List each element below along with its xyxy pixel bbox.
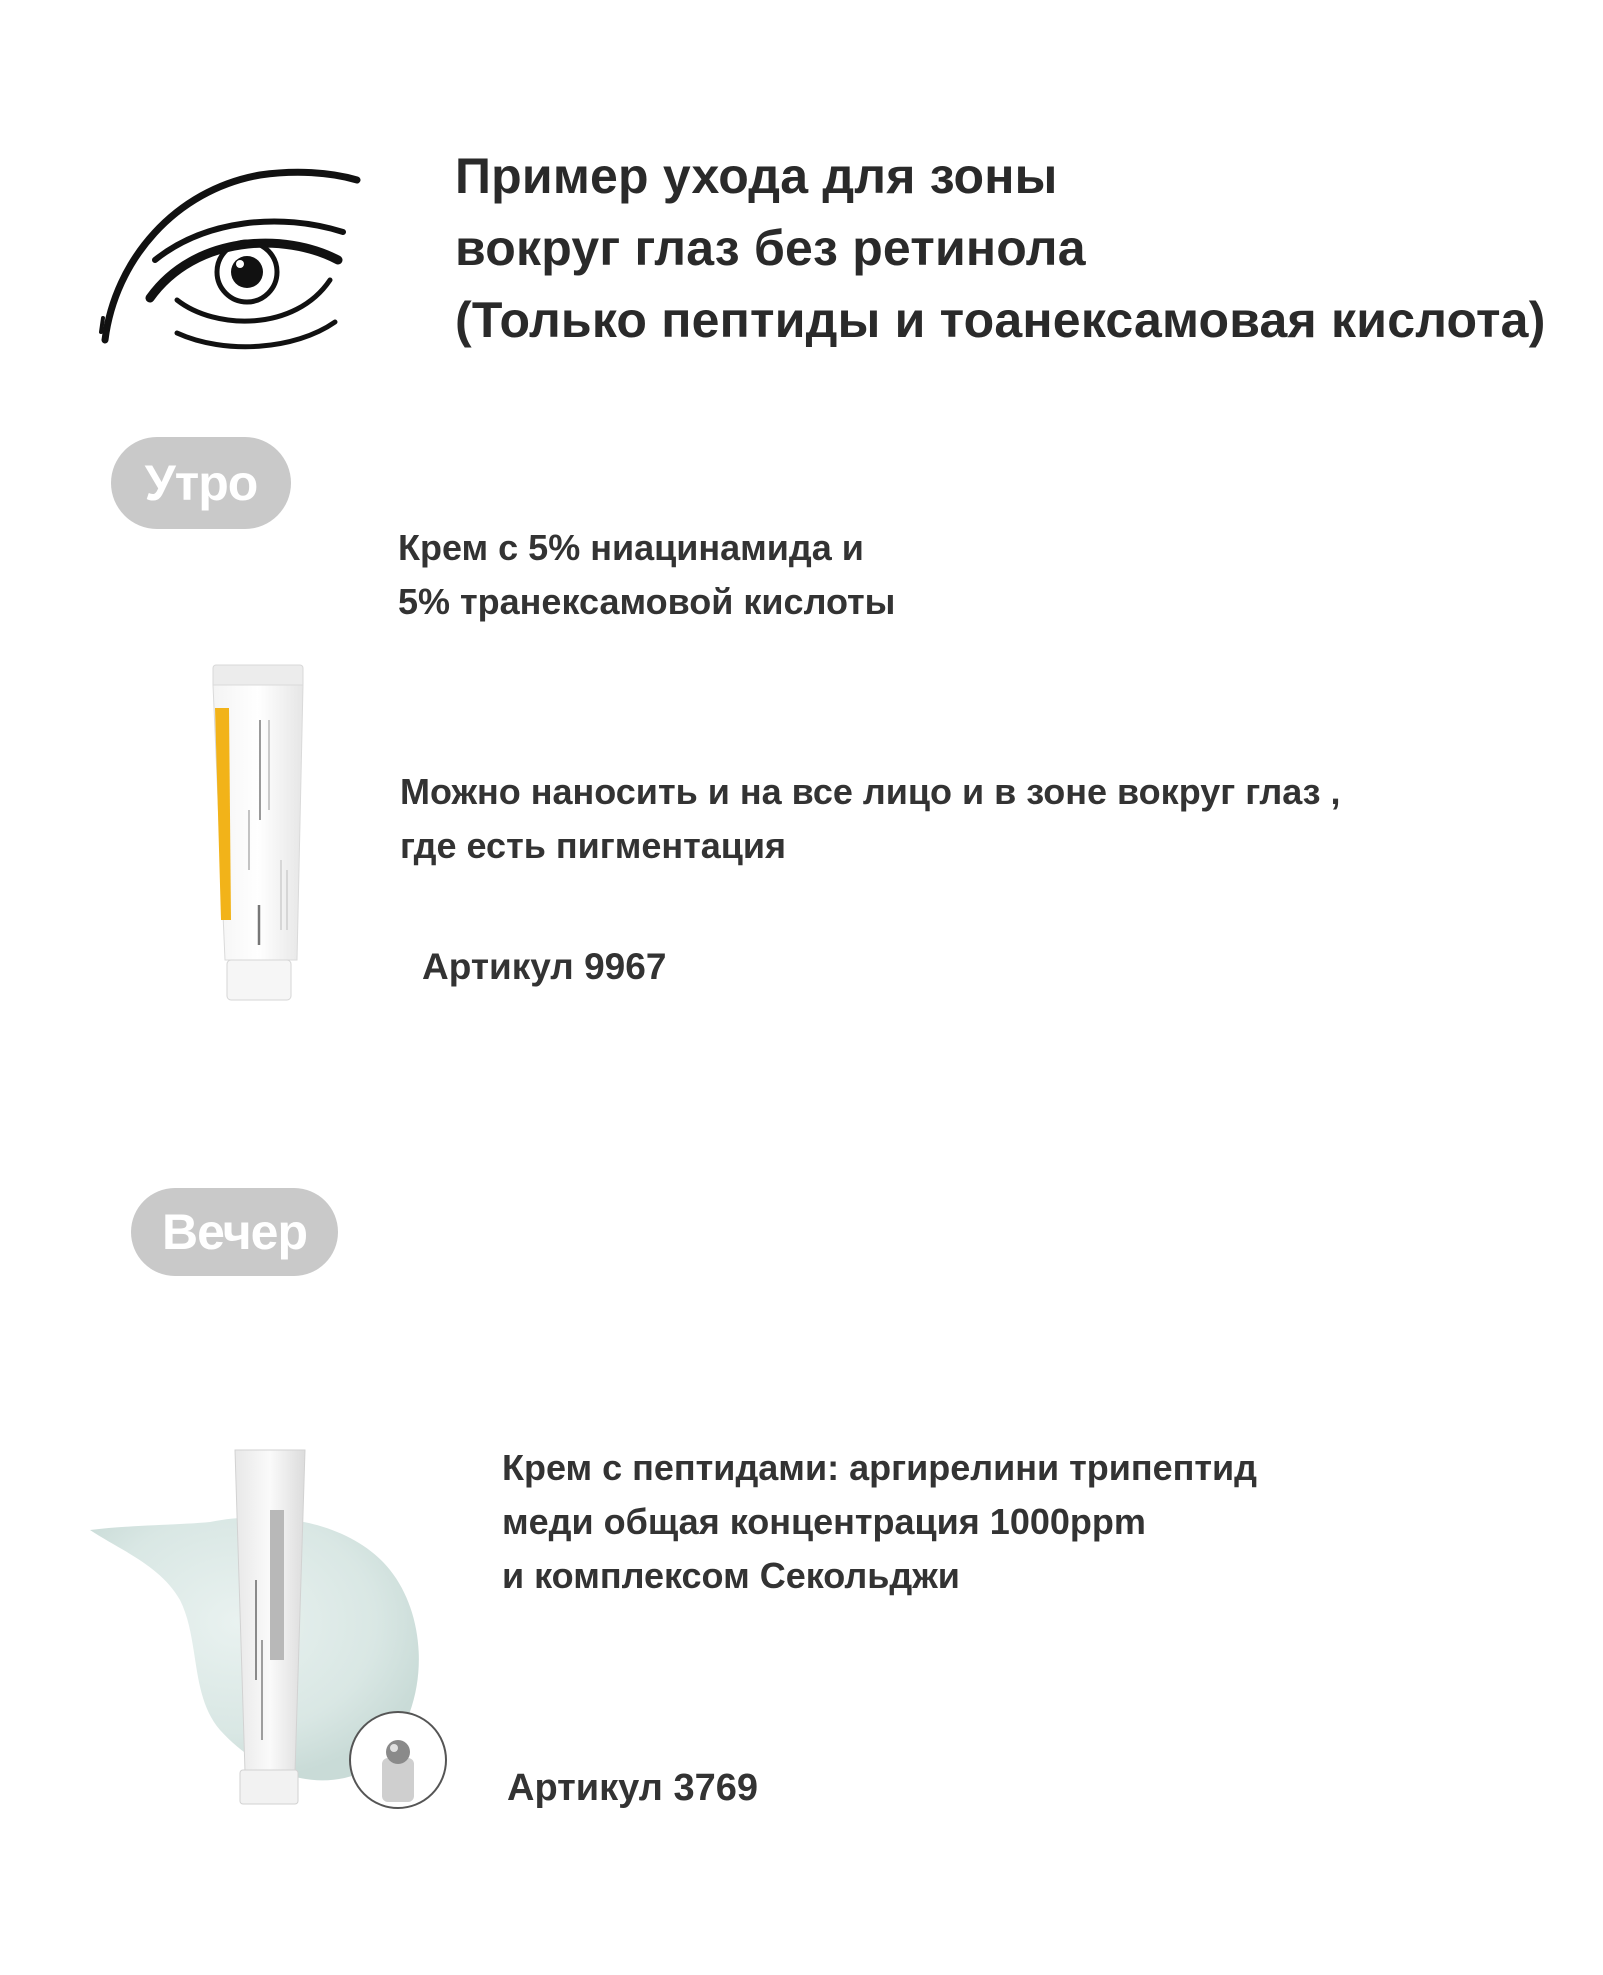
morning-product-description: [398, 521, 895, 629]
morning-note-line-1: Можно наносить и на все лицо и в зоне вокруг глаз ,: [400, 771, 1341, 812]
evening-article-number: Артикул 3769: [507, 1767, 759, 1809]
title-line-2: вокруг глаз без ретинола: [455, 220, 1086, 276]
evening-description-line-3: и комплексом Секольджи: [502, 1555, 960, 1596]
morning-badge: Утро: [111, 437, 291, 529]
title-line-3: (Только пептиды и тоанексамовая кислота): [455, 292, 1546, 348]
page-title: [455, 140, 1585, 356]
evening-description-line-1: Крем с пептидами: аргирелини трипептид: [502, 1447, 1257, 1488]
morning-usage-note: [400, 765, 1341, 873]
morning-note-line-2: где есть пигментация: [400, 825, 787, 866]
evening-product-image: [90, 1440, 450, 1820]
morning-article-number: Артикул 9967: [422, 946, 667, 987]
evening-badge: Вечер: [131, 1188, 338, 1276]
evening-product-description: [502, 1441, 1257, 1603]
eye-illustration: [95, 150, 365, 360]
morning-description-line-2: 5% транексамовой кислоты: [398, 581, 896, 622]
morning-description-line-1: Крем с 5% ниацинамида и: [398, 527, 864, 568]
evening-description-line-2: меди общая концентрация 1000ppm: [502, 1501, 1146, 1542]
eye-icon: [95, 150, 365, 360]
title-line-1: Пример ухода для зоны: [455, 148, 1058, 204]
morning-product-image: [205, 660, 315, 1005]
